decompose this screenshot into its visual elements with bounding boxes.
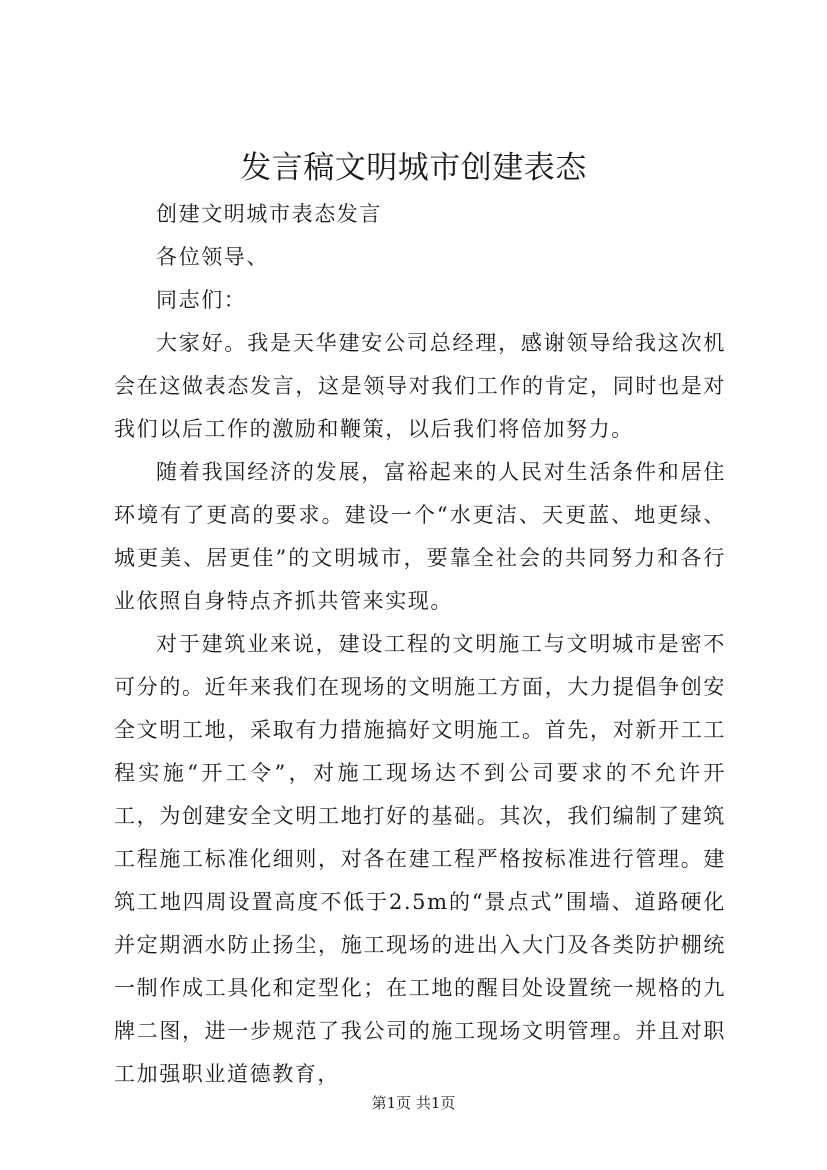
page-footer: 第1页 共1页 [371, 1094, 456, 1112]
paragraph-salutation-comrades: 同志们： [156, 288, 247, 312]
paragraph-heading: 创建文明城市表态发言 [156, 202, 382, 226]
document-title: 发言稿文明城市创建表态 [240, 150, 587, 186]
document-body [114, 193, 726, 1096]
paragraph-salutation-leaders: 各位领导、 [156, 245, 269, 269]
paragraph-economy: 随着我国经济的发展，富裕起来的人民对生活条件和居住环境有了更高的要求。建设一个“水更洁、天更蓝、地更绿、城更美、居更佳”的文明城市，要靠全社会的共同努力和各行业依照自身特点齐抓共管来实现。 [114, 460, 726, 613]
paragraph-construction: 对于建筑业来说，建设工程的文明施工与文明城市是密不可分的。近年来我们在现场的文明施工方面，大力提倡争创安全文明工地，采取有力措施搞好文明施工。首先，对新开工工程实施“开工令”，对施工现场达不到公司要求的不允许开工，为创建安全文明工地打好的基础。其次，我们编制了建筑工程施工标准化细则，对各在建工程严格按标准进行管理。建筑工地四周设置高度不低于2.5m的“景点式”围墙、道路硬化并定期洒水防止扬尘，施工现场的进出入大门及各类防护棚统一制作成工具化和定型化；在工地的醒目处设置统一规格的九牌二图，进一步规范了我公司的施工现场文明管理。并且对职工加强职业道德教育， [114, 632, 726, 1086]
paragraph-greeting: 大家好。我是天华建安公司总经理，感谢领导给我这次机会在这做表态发言，这是领导对我们工作的肯定，同时也是对我们以后工作的激励和鞭策，以后我们将倍加努力。 [114, 331, 726, 441]
